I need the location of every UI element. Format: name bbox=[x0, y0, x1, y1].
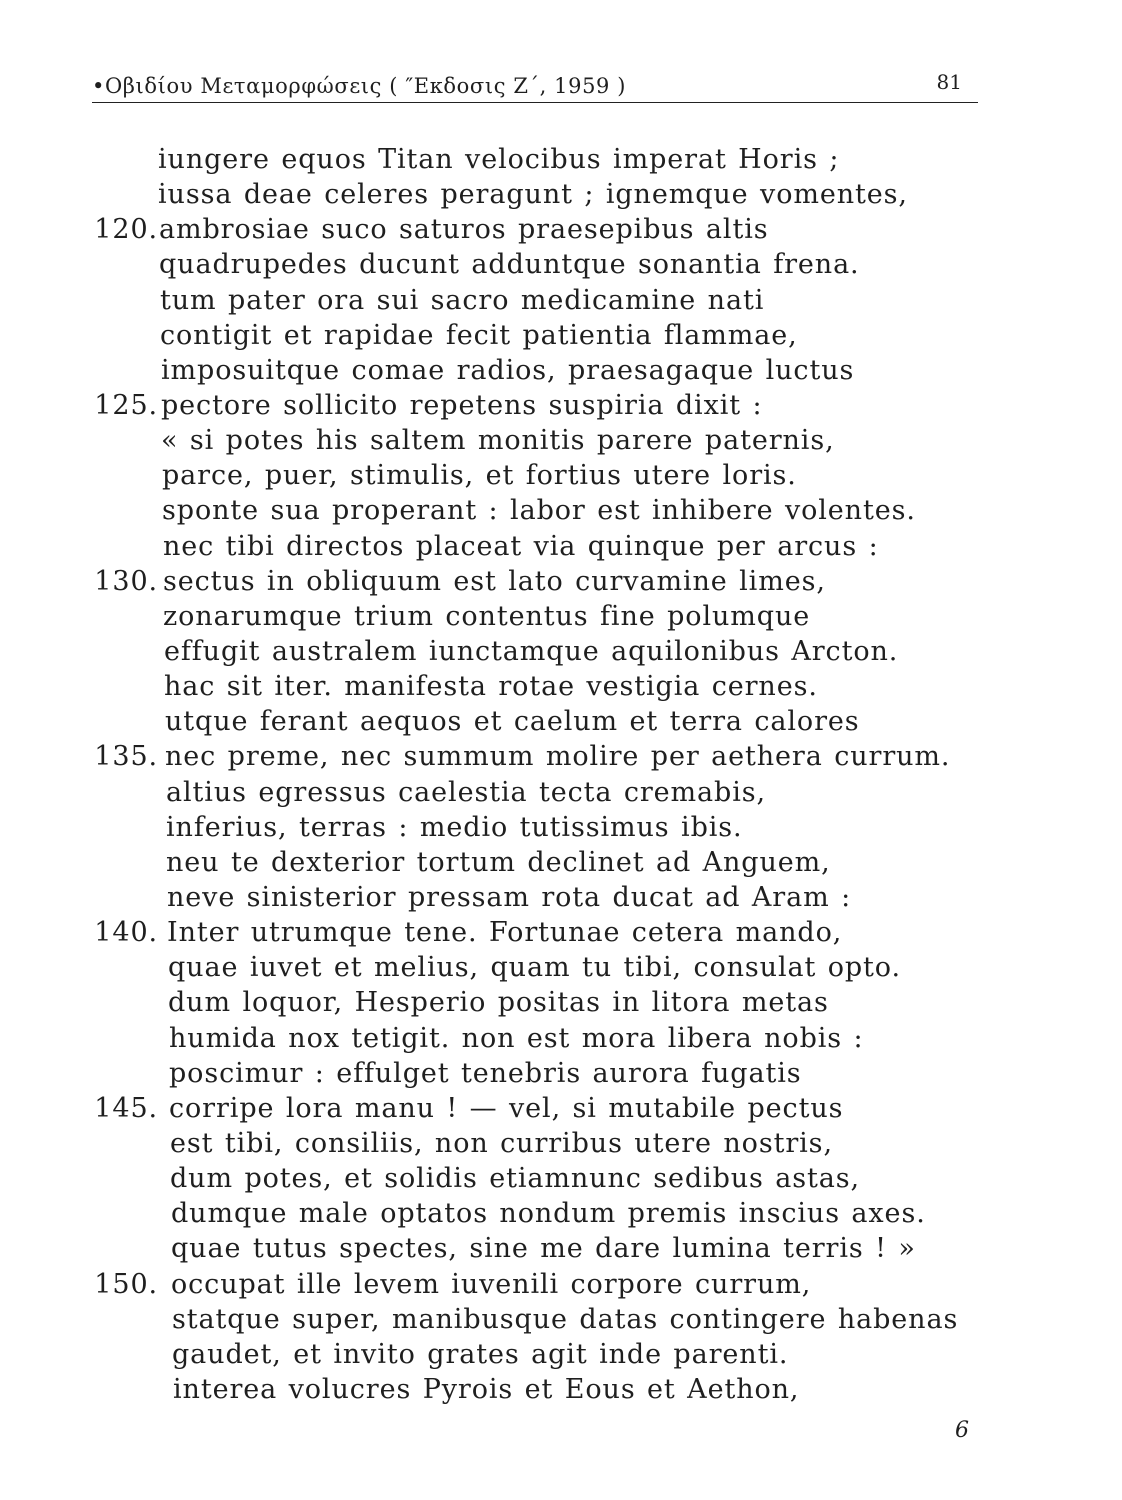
verse-text: interea volucres Pyrois et Eous et Aethon, bbox=[173, 1373, 800, 1405]
verse-line bbox=[92, 212, 992, 247]
verse-line bbox=[92, 985, 992, 1020]
verse-line bbox=[92, 775, 992, 810]
poem-text bbox=[92, 142, 992, 1407]
header-title: •Οβιδίου Μεταμορφώσεις ( ″Εκδοσις Ζ΄, 1959 ) bbox=[92, 74, 627, 98]
verse-line bbox=[92, 388, 992, 423]
verse-line bbox=[92, 564, 992, 599]
verse-line bbox=[92, 739, 992, 774]
verse-line bbox=[92, 1021, 992, 1056]
verse-text: utque ferant aequos et caelum et terra calores bbox=[165, 706, 860, 738]
verse-line bbox=[92, 318, 992, 353]
verse-text: iussa deae celeres peragunt ; ignemque vomentes, bbox=[158, 179, 908, 211]
verse-line bbox=[92, 704, 992, 739]
verse-line bbox=[92, 810, 992, 845]
verse-text: nec tibi directos placeat via quinque per arcus : bbox=[163, 530, 879, 562]
verse-line bbox=[92, 599, 992, 634]
verse-text: nec preme, nec summum molire per aethera currum. bbox=[165, 741, 951, 773]
verse-text: zonarumque trium contentus fine polumque bbox=[163, 600, 811, 632]
verse-line bbox=[92, 845, 992, 880]
verse-line bbox=[92, 283, 992, 318]
verse-line bbox=[92, 880, 992, 915]
verse-text: humida nox tetigit. non est mora libera nobis : bbox=[169, 1022, 864, 1054]
verse-line bbox=[92, 634, 992, 669]
verse-text: tum pater ora sui sacro medicamine nati bbox=[160, 284, 765, 316]
verse-text: imposuitque comae radios, praesagaque luctus bbox=[161, 354, 855, 386]
verse-line bbox=[92, 1231, 992, 1266]
verse-line bbox=[92, 915, 992, 950]
verse-text: poscimur : effulget tenebris aurora fugatis bbox=[169, 1057, 802, 1089]
verse-text: quadrupedes ducunt adduntque sonantia frena. bbox=[159, 249, 860, 281]
verse-line bbox=[92, 1161, 992, 1196]
verse-text: hac sit iter. manifesta rotae vestigia cernes. bbox=[164, 671, 818, 703]
verse-line bbox=[92, 458, 992, 493]
verse-text: parce, puer, stimulis, et fortius utere loris. bbox=[162, 460, 797, 492]
verse-line bbox=[92, 1126, 992, 1161]
verse-text: « si potes his saltem monitis parere paternis, bbox=[161, 425, 835, 457]
verse-text: dum potes, et solidis etiamnunc sedibus astas, bbox=[170, 1163, 861, 1195]
verse-text: quae tutus spectes, sine me dare lumina terris ! » bbox=[171, 1233, 916, 1265]
verse-line bbox=[92, 1372, 992, 1407]
verse-text: inferius, terras : medio tutissimus ibis. bbox=[166, 811, 743, 843]
verse-text: neve sinisterior pressam rota ducat ad Aram : bbox=[167, 881, 852, 913]
verse-text: pectore sollicito repetens suspiria dixit : bbox=[161, 389, 763, 421]
line-number: 135. bbox=[94, 741, 158, 773]
verse-text: sectus in obliquum est lato curvamine limes, bbox=[163, 565, 826, 597]
verse-text: gaudet, et invito grates agit inde parenti. bbox=[172, 1338, 789, 1370]
verse-line bbox=[92, 1337, 992, 1372]
signature-mark: 6 bbox=[955, 1418, 969, 1443]
verse-text: quae iuvet et melius, quam tu tibi, consulat opto. bbox=[168, 952, 901, 984]
line-number: 120. bbox=[94, 214, 158, 246]
verse-line bbox=[92, 529, 992, 564]
line-number: 125. bbox=[94, 389, 158, 421]
verse-text: iungere equos Titan velocibus imperat Horis ; bbox=[158, 144, 840, 175]
verse-text: altius egressus caelestia tecta cremabis, bbox=[166, 776, 767, 808]
verse-line bbox=[92, 493, 992, 528]
line-number: 150. bbox=[94, 1268, 158, 1300]
verse-text: ambrosiae suco saturos praesepibus altis bbox=[159, 214, 769, 246]
running-header bbox=[92, 68, 978, 103]
verse-line bbox=[92, 1091, 992, 1126]
verse-text: Inter utrumque tene. Fortunae cetera mando, bbox=[167, 917, 843, 949]
line-number: 140. bbox=[94, 917, 158, 949]
verse-line bbox=[92, 1302, 992, 1337]
verse-text: dumque male optatos nondum premis inscius axes. bbox=[171, 1198, 926, 1230]
verse-line bbox=[92, 1267, 992, 1302]
verse-text: corripe lora manu ! — vel, si mutabile pectus bbox=[169, 1092, 844, 1124]
line-number: 145. bbox=[94, 1092, 158, 1124]
verse-line bbox=[92, 247, 992, 282]
verse-text: sponte sua properant : labor est inhibere volentes. bbox=[162, 495, 916, 527]
verse-text: effugit australem iunctamque aquilonibus Arcton. bbox=[164, 635, 899, 667]
verse-line bbox=[92, 353, 992, 388]
verse-text: est tibi, consiliis, non curribus utere nostris, bbox=[170, 1127, 833, 1159]
verse-line bbox=[92, 1056, 992, 1091]
verse-text: neu te dexterior tortum declinet ad Anguem, bbox=[166, 846, 831, 878]
verse-line bbox=[92, 423, 992, 458]
line-number: 130. bbox=[94, 565, 158, 597]
verse-line bbox=[92, 950, 992, 985]
verse-line bbox=[92, 142, 992, 177]
verse-text: statque super, manibusque datas contingere habenas bbox=[172, 1303, 959, 1335]
verse-text: contigit et rapidae fecit patientia flammae, bbox=[160, 319, 798, 351]
verse-line bbox=[92, 669, 992, 704]
page-number: 81 bbox=[936, 70, 962, 94]
verse-line bbox=[92, 177, 992, 212]
verse-line bbox=[92, 1196, 992, 1231]
verse-text: dum loquor, Hesperio positas in litora metas bbox=[168, 987, 829, 1019]
verse-text: occupat ille levem iuvenili corpore currum, bbox=[171, 1268, 812, 1300]
